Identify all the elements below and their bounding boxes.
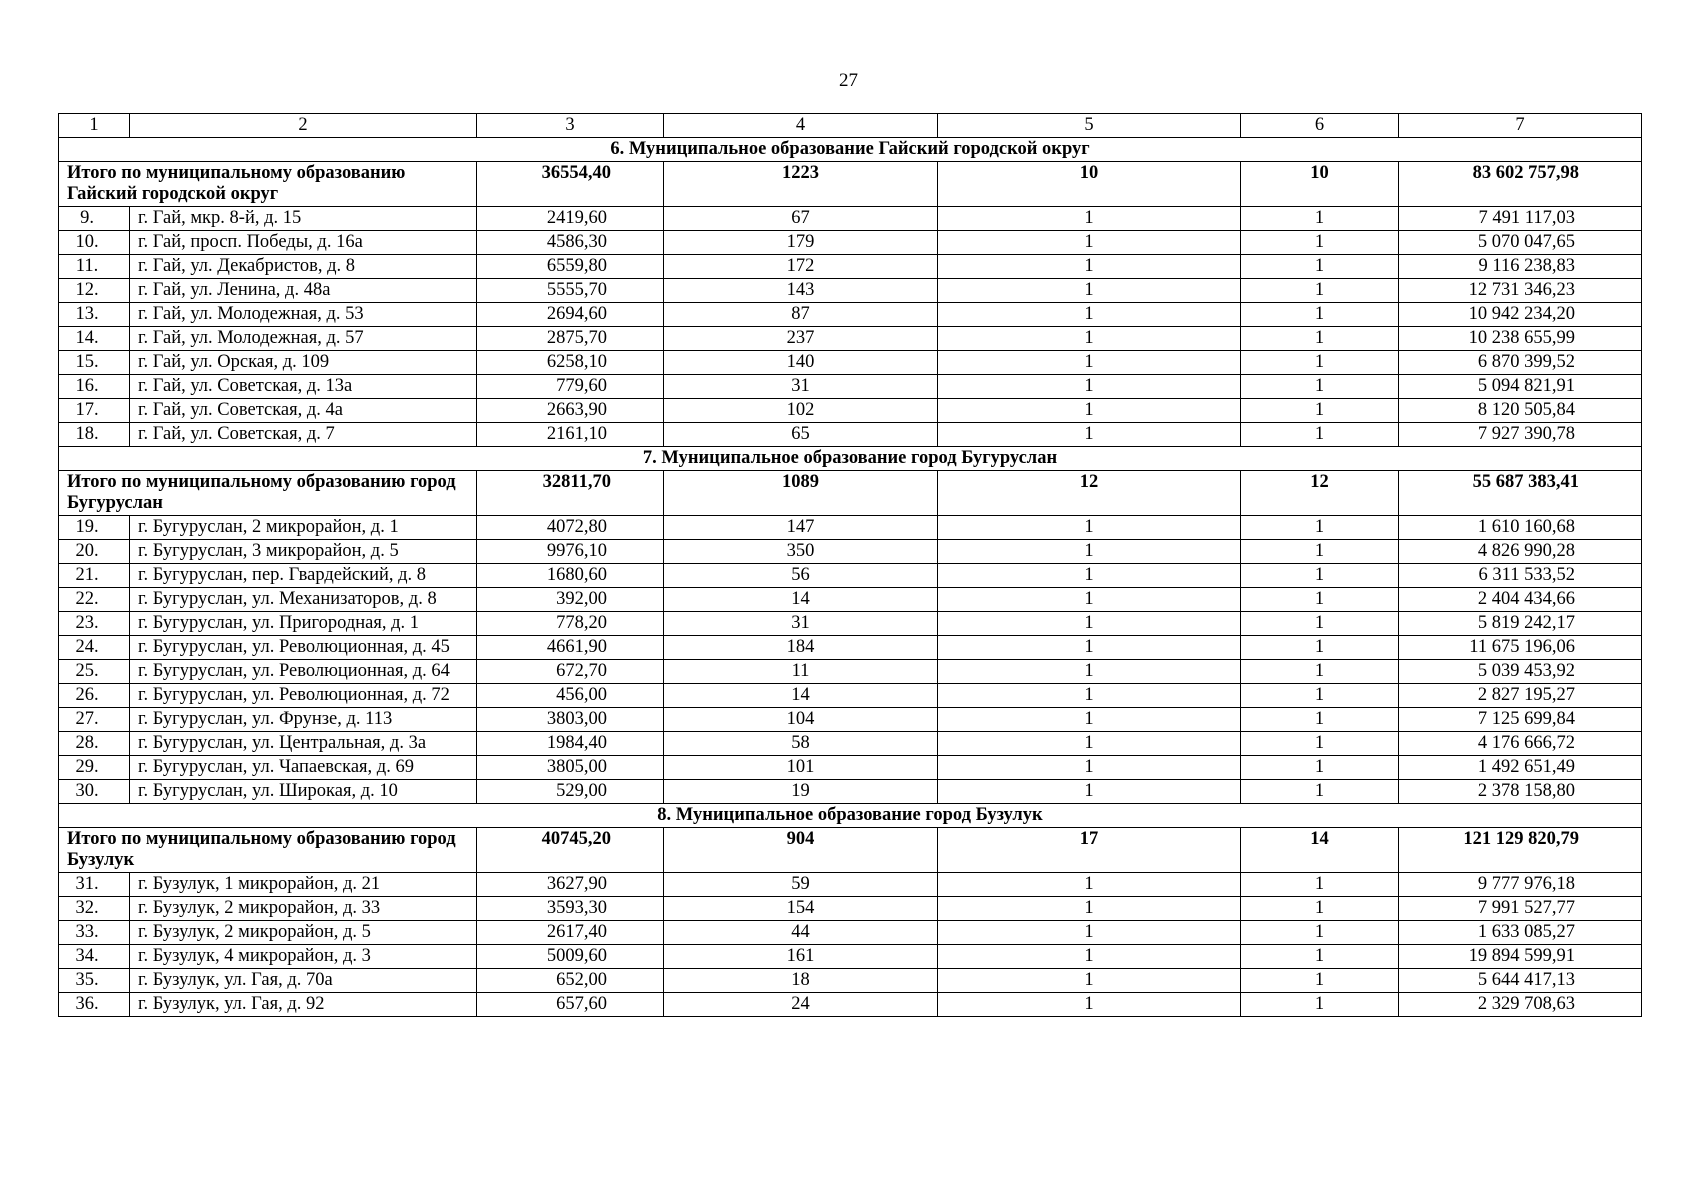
- area-cell: 392,00: [477, 588, 664, 612]
- col5-cell: 1: [938, 969, 1241, 993]
- row-number: 23.: [59, 612, 130, 636]
- column-number-cell: 4: [664, 114, 938, 138]
- row-number: 29.: [59, 756, 130, 780]
- row-number: 21.: [59, 564, 130, 588]
- address-cell: г. Бузулук, ул. Гая, д. 92: [130, 993, 477, 1017]
- address-cell: г. Бугуруслан, ул. Революционная, д. 45: [130, 636, 477, 660]
- address-cell: г. Бугуруслан, ул. Революционная, д. 64: [130, 660, 477, 684]
- col5-cell: 1: [938, 660, 1241, 684]
- column-number-cell: 2: [130, 114, 477, 138]
- total-col6: 12: [1241, 471, 1399, 516]
- sum-cell: 10 238 655,99: [1399, 327, 1642, 351]
- col5-cell: 1: [938, 897, 1241, 921]
- col6-cell: 1: [1241, 969, 1399, 993]
- col6-cell: 1: [1241, 207, 1399, 231]
- table-row: [59, 399, 1642, 423]
- table-row: [59, 780, 1642, 804]
- col5-cell: 1: [938, 873, 1241, 897]
- section-title-row: [59, 804, 1642, 828]
- sum-cell: 5 039 453,92: [1399, 660, 1642, 684]
- table-row: [59, 375, 1642, 399]
- area-cell: 2419,60: [477, 207, 664, 231]
- sum-cell: 9 116 238,83: [1399, 255, 1642, 279]
- area-cell: 6559,80: [477, 255, 664, 279]
- residents-cell: 67: [664, 207, 938, 231]
- address-cell: г. Бугуруслан, ул. Чапаевская, д. 69: [130, 756, 477, 780]
- table-body: [59, 114, 1642, 1017]
- address-cell: г. Гай, ул. Декабристов, д. 8: [130, 255, 477, 279]
- address-cell: г. Бузулук, 4 микрорайон, д. 3: [130, 945, 477, 969]
- section-title: 6. Муниципальное образование Гайский городской округ: [59, 138, 1642, 162]
- address-cell: г. Гай, ул. Молодежная, д. 57: [130, 327, 477, 351]
- address-cell: г. Бузулук, 1 микрорайон, д. 21: [130, 873, 477, 897]
- table-row: [59, 327, 1642, 351]
- address-cell: г. Гай, ул. Советская, д. 13а: [130, 375, 477, 399]
- residents-cell: 147: [664, 516, 938, 540]
- address-cell: г. Бугуруслан, ул. Пригородная, д. 1: [130, 612, 477, 636]
- total-area: 40745,20: [477, 828, 664, 873]
- residents-cell: 87: [664, 303, 938, 327]
- sum-cell: 9 777 976,18: [1399, 873, 1642, 897]
- sum-cell: 6 870 399,52: [1399, 351, 1642, 375]
- area-cell: 5555,70: [477, 279, 664, 303]
- col6-cell: 1: [1241, 921, 1399, 945]
- col6-cell: 1: [1241, 588, 1399, 612]
- sum-cell: 10 942 234,20: [1399, 303, 1642, 327]
- table-row: [59, 351, 1642, 375]
- sum-cell: 1 633 085,27: [1399, 921, 1642, 945]
- address-cell: г. Бузулук, ул. Гая, д. 70а: [130, 969, 477, 993]
- col6-cell: 1: [1241, 303, 1399, 327]
- table-row: [59, 993, 1642, 1017]
- area-cell: 2694,60: [477, 303, 664, 327]
- col5-cell: 1: [938, 279, 1241, 303]
- table-row: [59, 756, 1642, 780]
- residents-cell: 58: [664, 732, 938, 756]
- address-cell: г. Бугуруслан, 2 микрорайон, д. 1: [130, 516, 477, 540]
- table-row: [59, 588, 1642, 612]
- total-area: 36554,40: [477, 162, 664, 207]
- row-number: 34.: [59, 945, 130, 969]
- area-cell: 3627,90: [477, 873, 664, 897]
- sum-cell: 2 827 195,27: [1399, 684, 1642, 708]
- col6-cell: 1: [1241, 255, 1399, 279]
- row-number: 15.: [59, 351, 130, 375]
- area-cell: 4072,80: [477, 516, 664, 540]
- table-row: [59, 708, 1642, 732]
- total-label: Итого по муниципальному образованию город Бугуруслан: [59, 471, 477, 516]
- col6-cell: 1: [1241, 660, 1399, 684]
- housing-register-table: [58, 113, 1642, 1017]
- residents-cell: 143: [664, 279, 938, 303]
- sum-cell: 2 378 158,80: [1399, 780, 1642, 804]
- residents-cell: 65: [664, 423, 938, 447]
- area-cell: 779,60: [477, 375, 664, 399]
- row-number: 25.: [59, 660, 130, 684]
- col5-cell: 1: [938, 945, 1241, 969]
- col5-cell: 1: [938, 423, 1241, 447]
- col5-cell: 1: [938, 921, 1241, 945]
- col5-cell: 1: [938, 231, 1241, 255]
- total-sum: 121 129 820,79: [1399, 828, 1642, 873]
- address-cell: г. Бузулук, 2 микрорайон, д. 5: [130, 921, 477, 945]
- column-number-cell: 5: [938, 114, 1241, 138]
- col5-cell: 1: [938, 399, 1241, 423]
- col6-cell: 1: [1241, 564, 1399, 588]
- col6-cell: 1: [1241, 399, 1399, 423]
- section-title: 8. Муниципальное образование город Бузулук: [59, 804, 1642, 828]
- row-number: 10.: [59, 231, 130, 255]
- total-col6: 14: [1241, 828, 1399, 873]
- residents-cell: 179: [664, 231, 938, 255]
- table-row: [59, 636, 1642, 660]
- sum-cell: 8 120 505,84: [1399, 399, 1642, 423]
- area-cell: 6258,10: [477, 351, 664, 375]
- total-area: 32811,70: [477, 471, 664, 516]
- residents-cell: 18: [664, 969, 938, 993]
- address-cell: г. Бугуруслан, ул. Центральная, д. 3а: [130, 732, 477, 756]
- table-row: [59, 921, 1642, 945]
- area-cell: 672,70: [477, 660, 664, 684]
- col5-cell: 1: [938, 636, 1241, 660]
- col5-cell: 1: [938, 684, 1241, 708]
- residents-cell: 140: [664, 351, 938, 375]
- col6-cell: 1: [1241, 231, 1399, 255]
- col5-cell: 1: [938, 993, 1241, 1017]
- sum-cell: 2 404 434,66: [1399, 588, 1642, 612]
- col5-cell: 1: [938, 540, 1241, 564]
- col5-cell: 1: [938, 756, 1241, 780]
- column-number-cell: 1: [59, 114, 130, 138]
- residents-cell: 24: [664, 993, 938, 1017]
- row-number: 30.: [59, 780, 130, 804]
- col6-cell: 1: [1241, 732, 1399, 756]
- address-cell: г. Гай, ул. Советская, д. 7: [130, 423, 477, 447]
- col6-cell: 1: [1241, 993, 1399, 1017]
- area-cell: 657,60: [477, 993, 664, 1017]
- column-number-row: [59, 114, 1642, 138]
- col5-cell: 1: [938, 327, 1241, 351]
- residents-cell: 104: [664, 708, 938, 732]
- col6-cell: 1: [1241, 423, 1399, 447]
- page-number: 27: [839, 70, 858, 91]
- col5-cell: 1: [938, 588, 1241, 612]
- row-number: 36.: [59, 993, 130, 1017]
- address-cell: г. Бугуруслан, 3 микрорайон, д. 5: [130, 540, 477, 564]
- sum-cell: 1 492 651,49: [1399, 756, 1642, 780]
- col6-cell: 1: [1241, 945, 1399, 969]
- sum-cell: 7 125 699,84: [1399, 708, 1642, 732]
- sum-cell: 2 329 708,63: [1399, 993, 1642, 1017]
- col6-cell: 1: [1241, 351, 1399, 375]
- col6-cell: 1: [1241, 516, 1399, 540]
- row-number: 13.: [59, 303, 130, 327]
- total-col5: 17: [938, 828, 1241, 873]
- address-cell: г. Бугуруслан, пер. Гвардейский, д. 8: [130, 564, 477, 588]
- area-cell: 5009,60: [477, 945, 664, 969]
- row-number: 26.: [59, 684, 130, 708]
- row-number: 12.: [59, 279, 130, 303]
- residents-cell: 14: [664, 684, 938, 708]
- total-col5: 10: [938, 162, 1241, 207]
- section-title: 7. Муниципальное образование город Бугуруслан: [59, 447, 1642, 471]
- area-cell: 529,00: [477, 780, 664, 804]
- row-number: 9.: [59, 207, 130, 231]
- row-number: 31.: [59, 873, 130, 897]
- section-total-row: [59, 162, 1642, 207]
- row-number: 17.: [59, 399, 130, 423]
- area-cell: 456,00: [477, 684, 664, 708]
- address-cell: г. Гай, мкр. 8-й, д. 15: [130, 207, 477, 231]
- row-number: 22.: [59, 588, 130, 612]
- row-number: 20.: [59, 540, 130, 564]
- total-label: Итого по муниципальному образованию город Бузулук: [59, 828, 477, 873]
- sum-cell: 4 826 990,28: [1399, 540, 1642, 564]
- residents-cell: 154: [664, 897, 938, 921]
- col6-cell: 1: [1241, 897, 1399, 921]
- col6-cell: 1: [1241, 780, 1399, 804]
- row-number: 33.: [59, 921, 130, 945]
- residents-cell: 31: [664, 612, 938, 636]
- address-cell: г. Гай, ул. Ленина, д. 48а: [130, 279, 477, 303]
- total-residents: 904: [664, 828, 938, 873]
- total-sum: 55 687 383,41: [1399, 471, 1642, 516]
- residents-cell: 31: [664, 375, 938, 399]
- row-number: 18.: [59, 423, 130, 447]
- col6-cell: 1: [1241, 636, 1399, 660]
- area-cell: 4586,30: [477, 231, 664, 255]
- address-cell: г. Гай, просп. Победы, д. 16а: [130, 231, 477, 255]
- row-number: 24.: [59, 636, 130, 660]
- area-cell: 652,00: [477, 969, 664, 993]
- table-row: [59, 660, 1642, 684]
- area-cell: 3803,00: [477, 708, 664, 732]
- sum-cell: 6 311 533,52: [1399, 564, 1642, 588]
- address-cell: г. Бугуруслан, ул. Фрунзе, д. 113: [130, 708, 477, 732]
- total-col5: 12: [938, 471, 1241, 516]
- total-label: Итого по муниципальному образованию Гайский городской округ: [59, 162, 477, 207]
- col6-cell: 1: [1241, 684, 1399, 708]
- address-cell: г. Бугуруслан, ул. Революционная, д. 72: [130, 684, 477, 708]
- address-cell: г. Гай, ул. Орская, д. 109: [130, 351, 477, 375]
- section-total-row: [59, 471, 1642, 516]
- col5-cell: 1: [938, 564, 1241, 588]
- column-number-cell: 3: [477, 114, 664, 138]
- row-number: 16.: [59, 375, 130, 399]
- row-number: 11.: [59, 255, 130, 279]
- residents-cell: 59: [664, 873, 938, 897]
- area-cell: 1680,60: [477, 564, 664, 588]
- table-row: [59, 255, 1642, 279]
- col6-cell: 1: [1241, 873, 1399, 897]
- sum-cell: 4 176 666,72: [1399, 732, 1642, 756]
- col5-cell: 1: [938, 732, 1241, 756]
- col5-cell: 1: [938, 708, 1241, 732]
- col6-cell: 1: [1241, 279, 1399, 303]
- row-number: 14.: [59, 327, 130, 351]
- area-cell: 9976,10: [477, 540, 664, 564]
- col5-cell: 1: [938, 255, 1241, 279]
- col5-cell: 1: [938, 351, 1241, 375]
- address-cell: г. Бугуруслан, ул. Широкая, д. 10: [130, 780, 477, 804]
- table-row: [59, 231, 1642, 255]
- sum-cell: 5 644 417,13: [1399, 969, 1642, 993]
- residents-cell: 237: [664, 327, 938, 351]
- residents-cell: 184: [664, 636, 938, 660]
- address-cell: г. Бугуруслан, ул. Механизаторов, д. 8: [130, 588, 477, 612]
- table-row: [59, 207, 1642, 231]
- total-residents: 1223: [664, 162, 938, 207]
- area-cell: 1984,40: [477, 732, 664, 756]
- col6-cell: 1: [1241, 612, 1399, 636]
- residents-cell: 350: [664, 540, 938, 564]
- table-row: [59, 540, 1642, 564]
- col6-cell: 1: [1241, 327, 1399, 351]
- section-title-row: [59, 447, 1642, 471]
- area-cell: 2617,40: [477, 921, 664, 945]
- sum-cell: 7 927 390,78: [1399, 423, 1642, 447]
- col5-cell: 1: [938, 375, 1241, 399]
- sum-cell: 5 094 821,91: [1399, 375, 1642, 399]
- table-row: [59, 945, 1642, 969]
- address-cell: г. Гай, ул. Советская, д. 4а: [130, 399, 477, 423]
- sum-cell: 12 731 346,23: [1399, 279, 1642, 303]
- column-number-cell: 6: [1241, 114, 1399, 138]
- total-residents: 1089: [664, 471, 938, 516]
- residents-cell: 11: [664, 660, 938, 684]
- table-row: [59, 279, 1642, 303]
- residents-cell: 14: [664, 588, 938, 612]
- col6-cell: 1: [1241, 375, 1399, 399]
- area-cell: 4661,90: [477, 636, 664, 660]
- row-number: 27.: [59, 708, 130, 732]
- row-number: 28.: [59, 732, 130, 756]
- residents-cell: 44: [664, 921, 938, 945]
- residents-cell: 19: [664, 780, 938, 804]
- section-total-row: [59, 828, 1642, 873]
- table-row: [59, 897, 1642, 921]
- row-number: 35.: [59, 969, 130, 993]
- sum-cell: 1 610 160,68: [1399, 516, 1642, 540]
- residents-cell: 102: [664, 399, 938, 423]
- table-row: [59, 564, 1642, 588]
- total-col6: 10: [1241, 162, 1399, 207]
- row-number: 32.: [59, 897, 130, 921]
- residents-cell: 56: [664, 564, 938, 588]
- residents-cell: 172: [664, 255, 938, 279]
- table-row: [59, 969, 1642, 993]
- col5-cell: 1: [938, 612, 1241, 636]
- column-number-cell: 7: [1399, 114, 1642, 138]
- table-row: [59, 732, 1642, 756]
- sum-cell: 5 070 047,65: [1399, 231, 1642, 255]
- col5-cell: 1: [938, 303, 1241, 327]
- area-cell: 3805,00: [477, 756, 664, 780]
- address-cell: г. Бузулук, 2 микрорайон, д. 33: [130, 897, 477, 921]
- section-title-row: [59, 138, 1642, 162]
- address-cell: г. Гай, ул. Молодежная, д. 53: [130, 303, 477, 327]
- col5-cell: 1: [938, 207, 1241, 231]
- area-cell: 2161,10: [477, 423, 664, 447]
- residents-cell: 101: [664, 756, 938, 780]
- residents-cell: 161: [664, 945, 938, 969]
- area-cell: 3593,30: [477, 897, 664, 921]
- table-row: [59, 423, 1642, 447]
- sum-cell: 19 894 599,91: [1399, 945, 1642, 969]
- sum-cell: 7 991 527,77: [1399, 897, 1642, 921]
- sum-cell: 7 491 117,03: [1399, 207, 1642, 231]
- area-cell: 2875,70: [477, 327, 664, 351]
- col6-cell: 1: [1241, 540, 1399, 564]
- table-row: [59, 516, 1642, 540]
- table-row: [59, 303, 1642, 327]
- area-cell: 2663,90: [477, 399, 664, 423]
- table-row: [59, 612, 1642, 636]
- area-cell: 778,20: [477, 612, 664, 636]
- col5-cell: 1: [938, 780, 1241, 804]
- table-row: [59, 873, 1642, 897]
- sum-cell: 11 675 196,06: [1399, 636, 1642, 660]
- total-sum: 83 602 757,98: [1399, 162, 1642, 207]
- col6-cell: 1: [1241, 756, 1399, 780]
- col6-cell: 1: [1241, 708, 1399, 732]
- table-row: [59, 684, 1642, 708]
- sum-cell: 5 819 242,17: [1399, 612, 1642, 636]
- row-number: 19.: [59, 516, 130, 540]
- col5-cell: 1: [938, 516, 1241, 540]
